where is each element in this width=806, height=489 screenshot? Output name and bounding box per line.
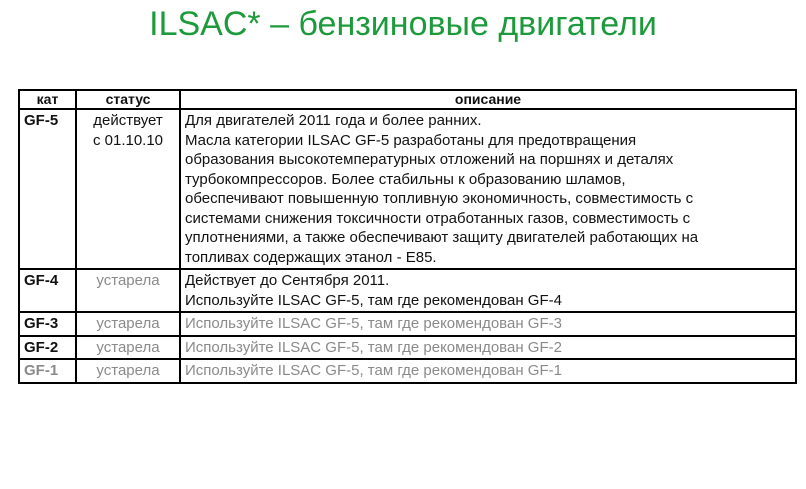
description-cell <box>180 269 796 312</box>
table-row-gf1 <box>19 359 796 383</box>
header-category: кат <box>19 90 76 109</box>
category-cell: GF-5 <box>19 109 76 269</box>
description-line: Действует до Сентября 2011. <box>185 272 390 289</box>
ilsac-table <box>18 89 797 384</box>
category-cell: GF-4 <box>19 269 76 312</box>
description-line: обеспечивают повышенную топливную экономичность, совместимость с <box>185 190 694 207</box>
table-row-gf5 <box>19 109 796 269</box>
description-line: системами снижения токсичности отработанных газов, совместимость с <box>185 209 691 227</box>
status-line: действует <box>93 112 163 129</box>
page-title: ILSAC* – бензиновые двигатели <box>149 5 657 43</box>
description-cell: Используйте ILSAC GF-5, там где рекомендован GF-3 <box>180 312 796 336</box>
description-line: Масла категории ILSAC GF-5 разработаны для предотвращения <box>185 131 637 149</box>
category-cell: GF-3 <box>19 312 76 336</box>
description-line: Используйте ILSAC GF-5, там где рекомендован GF-4 <box>185 291 562 309</box>
description-line: топливах содержащих этанол - E85. <box>185 248 437 266</box>
header-status: статус <box>76 90 180 109</box>
status-cell: устарела <box>76 336 180 360</box>
description-line: уплотнениями, а также обеспечивают защиту двигателей работающих на <box>185 229 699 246</box>
description-cell: Используйте ILSAC GF-5, там где рекомендован GF-1 <box>180 359 796 383</box>
status-cell: устарела <box>76 312 180 336</box>
category-cell: GF-2 <box>19 336 76 360</box>
description-cell <box>180 109 796 269</box>
status-cell: устарела <box>76 359 180 383</box>
description-line: турбокомпрессоров. Более стабильны к образованию шламов, <box>185 170 626 188</box>
status-cell: устарела <box>76 269 180 312</box>
table-row-gf4 <box>19 269 796 312</box>
description-line: Для двигателей 2011 года и более ранних. <box>185 112 482 129</box>
table-row-gf2 <box>19 336 796 360</box>
header-description: описание <box>180 90 796 109</box>
table-header-row <box>19 90 796 109</box>
status-cell <box>76 109 180 269</box>
description-cell: Используйте ILSAC GF-5, там где рекомендован GF-2 <box>180 336 796 360</box>
table-row-gf3 <box>19 312 796 336</box>
category-cell: GF-1 <box>19 359 76 383</box>
description-line: образования высокотемпературных отложений на поршнях и деталях <box>185 151 674 168</box>
status-line: с 01.10.10 <box>92 131 164 149</box>
